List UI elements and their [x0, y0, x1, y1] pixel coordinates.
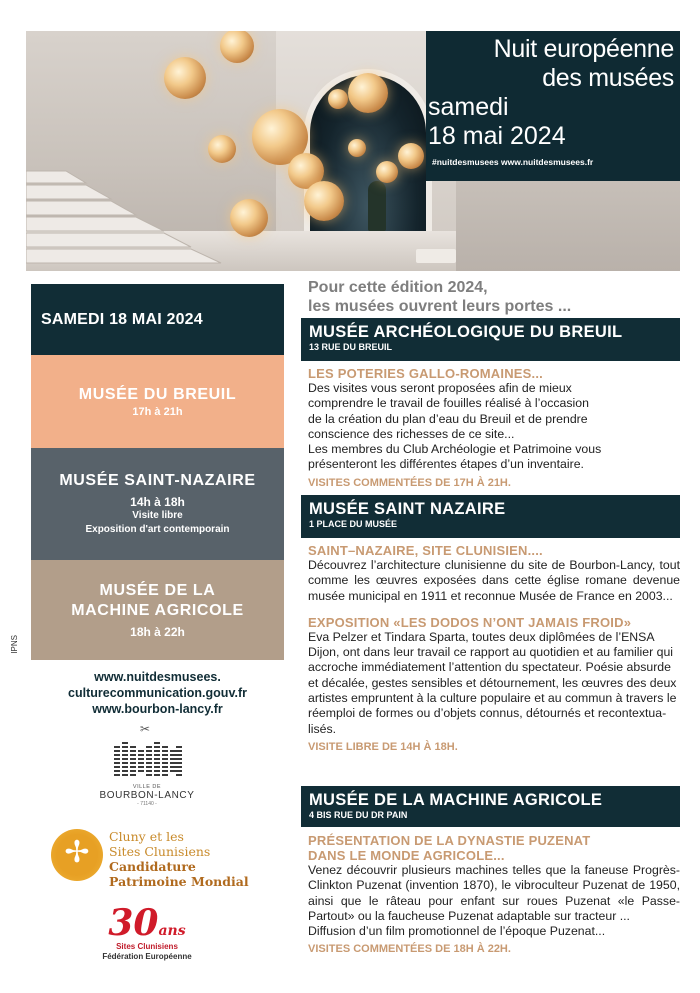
hero-title-line1: Nuit européenne: [493, 35, 674, 63]
intro-line1: Pour cette édition 2024,: [308, 279, 488, 296]
moon-orb: [230, 199, 268, 237]
schedule-saint-nazaire-detail1: Visite libre: [132, 510, 183, 521]
intro-text: [308, 278, 680, 316]
schedule-saint-nazaire-hours: 14h à 18h: [130, 495, 185, 509]
schedule-machine-agricole-hours: 18h à 22h: [130, 625, 185, 639]
link-nuitdesmusees[interactable]: www.nuitdesmusees.: [94, 670, 221, 684]
section-machine-agricole-title: MUSÉE DE LA MACHINE AGRICOLE: [309, 791, 603, 809]
section-breuil-line3: de la création du plan d’eau du Breuil et de prendre: [308, 411, 588, 426]
bourbon-lancy-mark-icon: [112, 742, 182, 780]
moon-orb: [164, 57, 206, 99]
section-machine-agricole-subtitle1: PRÉSENTATION DE LA DYNASTIE PUZENAT: [308, 833, 591, 848]
schedule-machine-agricole-name1: MUSÉE DE LA: [99, 582, 216, 599]
link-bourbon-lancy[interactable]: www.bourbon-lancy.fr: [92, 702, 223, 716]
hero-bench: [416, 249, 456, 263]
section-saint-nazaire-body: [308, 543, 680, 754]
link-culturecommunication[interactable]: culturecommunication.gouv.fr: [68, 686, 247, 700]
hero-date-line2: 18 mai 2024: [428, 122, 566, 150]
section-breuil-subtitle: LES POTERIES GALLO-ROMAINES...: [308, 366, 543, 381]
section-machine-agricole-header: [301, 786, 680, 827]
section-breuil-title: MUSÉE ARCHÉOLOGIQUE DU BREUIL: [309, 323, 623, 341]
cluny-text: [109, 829, 249, 889]
section-saint-nazaire-footer: VISITE LIBRE DE 14H À 18H.: [308, 740, 458, 753]
logo-30-ans: [92, 904, 202, 970]
section-breuil-address: 13 RUE DU BREUIL: [309, 342, 393, 352]
section-breuil-line1: Des visites vous seront proposées afin de mieux: [308, 381, 572, 395]
scissors-icon: ✂: [140, 722, 151, 736]
section-breuil-line6: présenteront les différentes étapes d’un inventaire.: [308, 457, 584, 472]
schedule-breuil-hours: 17h à 21h: [132, 405, 183, 418]
cluny-line2: Sites Clunisiens: [109, 844, 211, 859]
section-saint-nazaire-subtitle2: EXPOSITION «LES DODOS N’ONT JAMAIS FROID»: [308, 614, 632, 630]
moon-orb: [208, 135, 236, 163]
hero-date-line1: samedi: [428, 93, 509, 121]
hero-hashtags: #nuitdesmusees www.nuitdesmusees.fr: [432, 157, 594, 167]
schedule-saint-nazaire: [31, 448, 284, 560]
moon-orb: [304, 181, 344, 221]
schedule-machine-agricole-name2: MACHINE AGRICOLE: [71, 602, 244, 619]
section-breuil-line2: comprendre le travail de fouilles réalisé à l’occasion: [308, 396, 589, 411]
cluny-line3: Candidature: [109, 859, 196, 874]
section-breuil-footer: VISITES COMMENTÉES DE 17H À 21H.: [308, 476, 511, 489]
schedule-saint-nazaire-name: MUSÉE SAINT-NAZAIRE: [59, 472, 256, 489]
intro-line2: les musées ouvrent leurs portes ...: [308, 298, 572, 315]
hero-title-panel: [426, 31, 680, 181]
moon-orb: [348, 73, 388, 113]
section-saint-nazaire-address: 1 PLACE DU MUSÉE: [309, 519, 398, 529]
section-saint-nazaire-title: MUSÉE SAINT NAZAIRE: [309, 500, 506, 518]
section-breuil-body: [308, 366, 680, 490]
anniv-line1: Sites Clunisiens: [116, 942, 178, 951]
section-saint-nazaire-text: Découvrez l’architecture clunisienne du site de Bourbon-Lancy, tout comme les œuvres exposées dans cette église romane devenue musée municipal en 1911 et reconnue Musée de France en 2003...: [308, 558, 680, 603]
hero-stairs: [26, 161, 256, 271]
logo-cluny: [51, 827, 251, 892]
schedule-breuil: [31, 355, 284, 448]
section-machine-agricole-address: 4 BIS RUE DU DR PAIN: [309, 810, 408, 820]
logo-bourbon-lancy: [92, 742, 202, 807]
day-heading: SAMEDI 18 MAI 2024: [31, 284, 284, 355]
moon-orb: [220, 31, 254, 63]
cluny-line4: Patrimoine Mondial: [109, 874, 249, 889]
moon-orb: [328, 89, 348, 109]
anniv-line2: Fédération Européenne: [102, 952, 192, 961]
schedule-column: [31, 284, 284, 660]
section-saint-nazaire-text2: Eva Pelzer et Tindara Sparta, toutes deux diplômées de l’ENSA Dijon, ont dans leur travail ce rapport au quotidien et au familier qui accroche immédiatement l’attention du spectateur. Poésie absurde et décalée, gestes sensibles et détournement, les œuvres des deux artistes empruntent à la culture populaire et au commun à travers le réemploi de formes ou d’objets connus, détournés et recontextua-lisés.: [308, 629, 677, 736]
section-machine-agricole-footer: VISITES COMMENTÉES DE 18H À 22H.: [308, 943, 511, 956]
anniv-number: 30: [108, 902, 159, 944]
section-breuil-line4: conscience des richesses de ce site...: [308, 426, 515, 441]
section-machine-agricole-text: Venez découvrir plusieurs machines telles que la faneuse Progrès-Clinkton Puzenat (invention 1870), le vibroculteur Puzenat de 1950, ainsi que le râteau pour enfant sur roues Puzenat «le Passe-Partout» ou la faucheuse Puzenat adaptable sur tracteur ...: [308, 863, 680, 923]
schedule-breuil-name: MUSÉE DU BREUIL: [78, 385, 237, 403]
logo-city-name: BOURBON-LANCY: [99, 790, 195, 801]
section-saint-nazaire-header: [301, 495, 680, 538]
anniv-ans: ans: [158, 923, 186, 939]
section-breuil-header: [301, 318, 680, 361]
logo-postal-code: - 71140 -: [137, 801, 157, 807]
section-breuil-line5: Les membres du Club Archéologie et Patrimoine vous: [308, 442, 602, 457]
logo-ville-de: VILLE DE: [132, 784, 162, 790]
section-machine-agricole-body: [308, 833, 680, 956]
hero-title-line2: des musées: [542, 64, 674, 92]
web-links: [31, 669, 284, 717]
section-machine-agricole-subtitle2: DANS LE MONDE AGRICOLE...: [308, 848, 505, 863]
hero-tree: [368, 181, 386, 231]
ipns-note: IPNS: [10, 635, 19, 654]
schedule-machine-agricole: [31, 560, 284, 660]
moon-orb: [398, 143, 424, 169]
schedule-saint-nazaire-detail2: Exposition d'art contemporain: [85, 524, 230, 535]
moon-orb: [348, 139, 366, 157]
moon-orb: [376, 161, 398, 183]
section-saint-nazaire-subtitle: SAINT–NAZAIRE, SITE CLUNISIEN....: [308, 543, 543, 558]
section-machine-agricole-text-last: Diffusion d’un film promotionnel de l’époque Puzenat...: [308, 924, 606, 939]
cluny-flower-icon: [51, 829, 103, 881]
cluny-line1: Cluny et les: [109, 829, 184, 844]
